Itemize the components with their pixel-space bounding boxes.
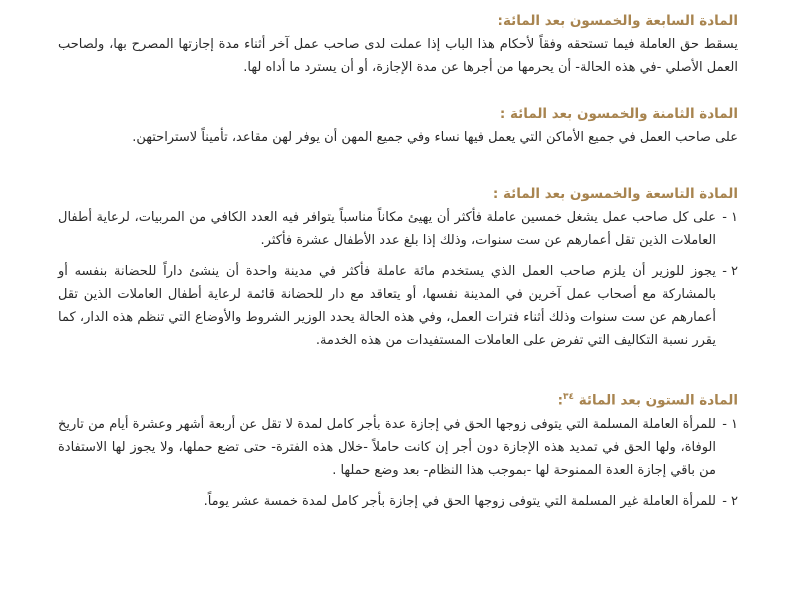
item-number: ١ - (722, 210, 738, 225)
item-text: للمرأة العاملة غير المسلمة التي يتوفى زوجها الحق في إجازة بأجر كامل لمدة خمسة عشر يوماً. (203, 493, 716, 509)
document-page (58, 0, 738, 521)
item-number: ٢ - (722, 493, 738, 509)
item-number: ٢ - (722, 264, 738, 279)
item-number: ١ - (722, 416, 738, 432)
article-items (58, 206, 738, 352)
spacer (58, 79, 738, 93)
article-159 (58, 173, 738, 352)
article-158 (58, 93, 738, 149)
item-text: على كل صاحب عمل يشغل خمسين عاملة فأكثر أن يهيئ مكاناً مناسباً يتوافر فيه العدد الكافي من المربيات، لرعاية أطفال العاملات الذين تقل أعمارهم عن ست سنوات، وذلك إذا بلغ عدد الأطفال عشرة فأكثر. (58, 210, 716, 248)
article-heading: المادة الثامنة والخمسون بعد المائة : (499, 106, 738, 122)
article-heading-text: المادة الستون بعد المائة (578, 392, 738, 409)
article-paragraph: على صاحب العمل في جميع الأماكن التي يعمل فيها نساء وفي جميع المهن أن يوفر لهن مقاعد، تأميناً لاستراحتهن. (132, 130, 738, 145)
article-items (58, 413, 738, 513)
spacer (58, 149, 738, 173)
list-item (58, 206, 738, 252)
article-heading: المادة السابعة والخمسون بعد المائة: (497, 13, 738, 29)
article-heading: المادة التاسعة والخمسون بعد المائة : (492, 186, 738, 202)
item-text: يجوز للوزير أن يلزم صاحب العمل الذي يستخدم مائة عاملة فأكثر في مدينة واحدة أن ينشئ داراً للحضانة بنفسه أو بالمشاركة مع أصحاب عمل آخرين في المدينة نفسها، أو يتعاقد مع دار للحضانة قائمة لرعاية أطفال العاملات الذين تقل أعمارهم عن ست سنوات وذلك أثناء فترات العمل، وفي هذه الحالة يحدد الوزير الشروط والأوضاع التي تنظم هذه الدار، كما يقرر نسبة التكاليف التي تفرض على العاملات المستفيدات من هذه الخدمة. (58, 264, 716, 348)
footnote-reference[interactable]: ٣٤ (562, 392, 574, 402)
item-text: للمرأة العاملة المسلمة التي يتوفى زوجها الحق في إجازة عدة بأجر كامل لمدة لا تقل عن أربعة أشهر وعشرة أيام من تاريخ الوفاة، ولها الحق في تمديد هذه الإجازة دون أجر إن كانت حاملاً -خلال هذه الفترة- حتى تضع حملها، ولا يجوز لها الاستفادة من باقي إجازة العدة الممنوحة لها -بموجب هذا النظام- بعد وضع حملها . (58, 416, 716, 478)
article-160 (58, 376, 738, 513)
article-heading-colon: : (557, 392, 563, 409)
article-paragraph: يسقط حق العاملة فيما تستحقه وفقاً لأحكام هذا الباب إذا عملت لدى صاحب عمل آخر أثناء مدة إجازتها المصرح بها، ولصاحب العمل الأصلي -في هذه الحالة- أن يحرمها من أجرها عن مدة الإجازة، أو أن يسترد ما أداه لها. (58, 37, 738, 75)
article-157 (58, 0, 738, 79)
list-item (58, 413, 738, 482)
spacer (58, 360, 738, 376)
article-heading (58, 376, 738, 411)
list-item (58, 490, 738, 513)
list-item (58, 260, 738, 352)
